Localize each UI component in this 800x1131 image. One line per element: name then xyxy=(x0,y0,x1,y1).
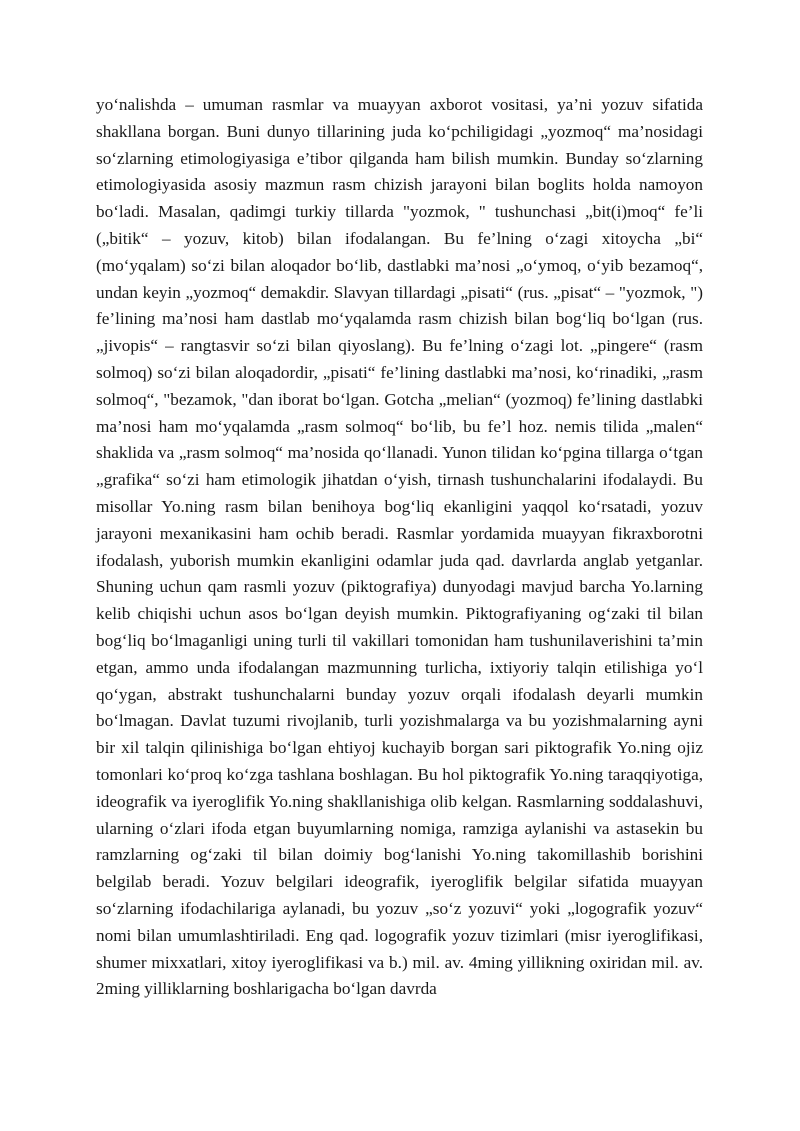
body-paragraph: yo‘nalishda – umuman rasmlar va muayyan axborot vositasi, ya’ni yozuv sifatida shakllana borgan. Buni dunyo tillarining juda ko‘pchiligidagi „yozmoq“ ma’nosidagi so‘zlarning etimologiyasiga e’tibor qilganda ham bilish mumkin. Bunday so‘zlarning etimologiyasida asosiy mazmun rasm chizish jarayoni bilan boglits holda namoyon bo‘ladi. Masalan, qadimgi turkiy tillarda "yozmok, " tushunchasi „bit(i)moq“ fe’li („bitik“ – yozuv, kitob) bilan ifodalangan. Bu fe’lning o‘zagi xitoycha „bi“ (mo‘yqalam) so‘zi bilan aloqador bo‘lib, dastlabki ma’nosi „o‘ymoq, o‘yib bezamoq“, undan keyin „yozmoq“ demakdir. Slavyan tillardagi „pisati“ (rus. „pisat“ – "yozmok, ") fe’lining ma’nosi ham dastlab mo‘yqalamda rasm chizish bilan bog‘liq bo‘lgan (rus. „jivopis“ – rangtasvir so‘zi bilan qiyoslang). Bu fe’lning o‘zagi lot. „pingere“ (rasm solmoq) so‘zi bilan aloqadordir, „pisati“ fe’lining dastlabki ma’nosi, ko‘rinadiki, „rasm solmoq“, "bezamok, "dan iborat bo‘lgan. Gotcha „melian“ (yozmoq) fe’lining dastlabki ma’nosi ham mo‘yqalamda „rasm solmoq“ bo‘lib, bu fe’l hoz. nemis tilida „malen“ shaklida va „rasm solmoq“ ma’nosida qo‘llanadi. Yunon tilidan ko‘pgina tillarga o‘tgan „grafika“ so‘zi ham etimologik jihatdan o‘yish, tirnash tushunchalarini ifodalaydi. Bu misollar Yo.ning rasm bilan benihoya bog‘liq ekanligini yaqqol ko‘rsatadi, yozuv jarayoni mexanikasini ham ochib beradi. Rasmlar yordamida muayyan fikraxborotni ifodalash, yuborish mumkin ekanligini odamlar juda qad. davrlarda anglab yetganlar. Shuning uchun qam rasmli yozuv (piktografiya) dunyodagi mavjud barcha Yo.larning kelib chiqishi uchun asos bo‘lgan deyish mumkin. Piktografiyaning og‘zaki til bilan bog‘liq bo‘lmaganligi uning turli til vakillari tomonidan ham tushunilaverishini ta’min etgan, ammo unda ifodalangan mazmunning turlicha, ixtiyoriy talqin etilishiga yo‘l qo‘ygan, abstrakt tushunchalarni bunday yozuv orqali ifodalash deyarli mumkin bo‘lmagan. Davlat tuzumi rivojlanib, turli yozishmalarga va bu yozishmalarning ayni bir xil talqin qilinishiga bo‘lgan ehtiyoj kuchayib borgan sari piktografik Yo.ning ojiz tomonlari ko‘proq ko‘zga tashlana boshlagan. Bu hol piktografik Yo.ning taraqqiyotiga, ideografik va iyeroglifik Yo.ning shakllanishiga olib kelgan. Rasmlarning soddalashuvi, ularning o‘zlari ifoda etgan buyumlarning nomiga, ramziga aylanishi va astasekin bu ramzlarning og‘zaki til bilan doimiy bog‘lanishi Yo.ning takomillashib borishini belgilab beradi. Yozuv belgilari ideografik, iyeroglifik belgilar sifatida muayyan so‘zlarning ifodachilariga aylanadi, bu yozuv „so‘z yozuvi“ yoki „logografik yozuv“ nomi bilan umumlashtiriladi. Eng qad. logografik yozuv tizimlari (misr iyeroglifikasi, shumer mixxatlari, xitoy iyeroglifikasi va b.) mil. av. 4ming yillikning oxiridan mil. av. 2ming yilliklarning boshlarigacha bo‘lgan davrda xyxy=(96,95,703,999)
document-page xyxy=(96,92,703,1003)
